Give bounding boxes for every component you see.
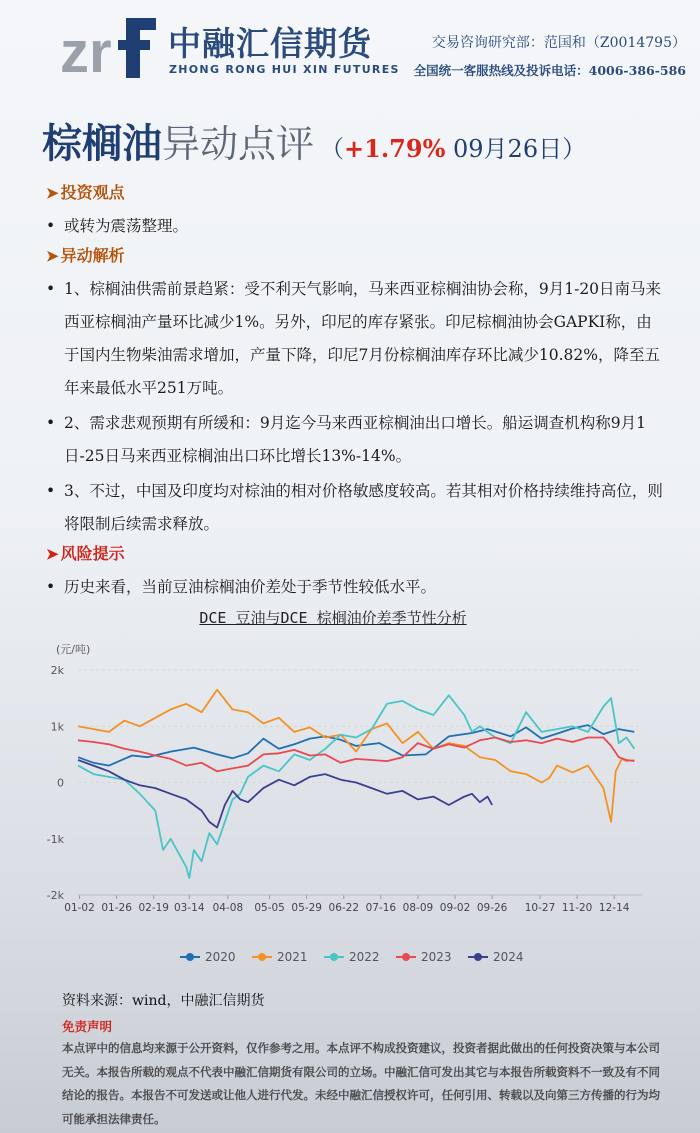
x-tick-label: 09-02	[439, 902, 471, 914]
seasonal-spread-chart	[40, 635, 660, 980]
section-heading-view	[46, 182, 666, 204]
chart-title: DCE 豆油与DCE 棕榈油价差季节性分析	[199, 609, 467, 627]
hotline-line: 全国统一客服热线及投诉电话：4006-386-586	[413, 63, 686, 78]
title-paren: （	[320, 135, 345, 163]
list-item-text: 3、不过，中国及印度均对棕油的相对价格敏感度较高。若其相对价格持续维持高位，则将限制后续需求释放。	[64, 482, 663, 533]
y-tick-label: 0	[57, 776, 64, 790]
x-tick-label: 03-14	[173, 902, 205, 914]
x-tick-label: 02-19	[138, 902, 169, 914]
section-title: 异动解析	[60, 246, 125, 265]
legend-label: 2022	[349, 950, 380, 964]
list-item-text: 2、需求悲观预期有所缓和：9月迄今马来西亚棕榈油出口增长。船运调查机构称9月1日-25日马来西亚棕榈油出口环比增长13%-14%。	[64, 414, 646, 465]
bullet-icon: •	[46, 217, 56, 235]
legend-marker	[402, 953, 410, 961]
x-tick-label: 05-29	[291, 902, 322, 914]
logo-chinese-name: 中融汇信期货	[168, 24, 372, 63]
y-tick-label: -1k	[46, 832, 64, 846]
x-tick-label: 09-26	[476, 902, 508, 914]
y-tick-label: 1k	[50, 720, 64, 734]
bullet-icon: •	[46, 414, 56, 432]
list-item	[46, 571, 666, 604]
analyst-line: 交易咨询研究部：范国和（Z0014795）	[431, 35, 686, 51]
y-axis-unit-label: (元/吨)	[56, 643, 91, 656]
section-heading-risk	[46, 543, 666, 565]
report-title	[42, 112, 586, 169]
report-body	[46, 182, 666, 606]
legend-marker	[330, 953, 338, 961]
title-type: 异动点评	[162, 122, 315, 166]
x-tick-label: 11-20	[561, 902, 593, 914]
title-meta	[320, 135, 586, 163]
x-tick-label: 10-27	[524, 902, 556, 914]
legend-marker	[258, 953, 266, 961]
series-line-2022	[78, 695, 634, 878]
list-item-text: 1、棕榈油供需前景趋紧：受不利天气影响，马来西亚棕榈油协会称，9月1-20日南马来西亚棕榈油产量环比减少1%。另外，印尼的库存紧张。印尼棕榈油协会GAPKI称，由于国内生物柴油需求增加，产量下降，印尼7月份棕榈油库存环比减少10.82%，降至五年来最低水平251万吨。	[64, 280, 662, 397]
x-tick-label: 05-05	[254, 902, 285, 914]
chevron-right-icon: ➤	[46, 247, 59, 265]
legend-label: 2021	[277, 950, 308, 964]
legend-label: 2024	[493, 950, 524, 964]
header	[0, 0, 700, 100]
list-item-text: 或转为震荡整理。	[64, 217, 189, 235]
y-tick-label: 2k	[50, 664, 64, 677]
data-source: 资料来源：wind，中融汇信期货	[62, 993, 265, 1009]
x-tick-label: 01-02	[64, 902, 95, 914]
contact-info	[414, 32, 686, 79]
list-item-text: 历史来看，当前豆油棕榈油价差处于季节性较低水平。	[64, 578, 437, 596]
x-tick-label: 12-14	[598, 902, 630, 914]
bullet-icon: •	[46, 482, 56, 500]
legend-marker	[186, 953, 194, 961]
bullet-icon: •	[46, 578, 56, 596]
list-item	[46, 210, 666, 243]
price-change: +1.79%	[344, 134, 446, 163]
section-heading-analysis	[46, 245, 666, 267]
logo-english-name: ZHONG RONG HUI XIN FUTURES	[169, 63, 400, 76]
disclaimer-text: 本点评中的信息均来源于公开资料，仅作参考之用。本点评不构成投资建议，投资者据此做出的任何投资决策与本公司无关。本报告所载的观点不代表中融汇信期货有限公司的立场。中融汇信可发出其它与本报告所载资料不一致及有不同结论的报告。本报告不可发送或让他人进行代发。未经中融汇信授权许可，任何引用、转载以及向第三方传播的行为均可能承担法律责任。	[62, 1041, 660, 1126]
section-title: 风险提示	[60, 544, 125, 563]
bullet-icon: •	[46, 280, 56, 298]
chevron-right-icon: ➤	[46, 184, 59, 202]
svg-text:zr: zr	[60, 20, 112, 80]
disclaimer-title: 免责声明	[62, 1019, 113, 1034]
x-tick-label: 06-22	[328, 902, 360, 914]
chevron-right-icon: ➤	[46, 545, 59, 563]
x-tick-label: 07-16	[365, 902, 397, 914]
x-tick-label: 01-26	[101, 902, 132, 914]
list-item	[46, 407, 666, 473]
y-tick-label: -2k	[46, 889, 64, 902]
x-tick-label: 04-08	[212, 902, 244, 914]
report-date: 09月26日）	[445, 135, 587, 163]
legend-label: 2020	[205, 950, 236, 964]
title-product: 棕榈油	[42, 120, 162, 167]
legend-label: 2023	[421, 950, 452, 964]
series-line-2021	[78, 690, 634, 822]
list-item	[46, 273, 666, 405]
list-item	[46, 475, 666, 541]
legend-marker	[474, 953, 482, 961]
company-logo-icon	[60, 14, 160, 80]
section-title: 投资观点	[60, 183, 125, 202]
x-tick-label: 08-09	[402, 902, 434, 914]
